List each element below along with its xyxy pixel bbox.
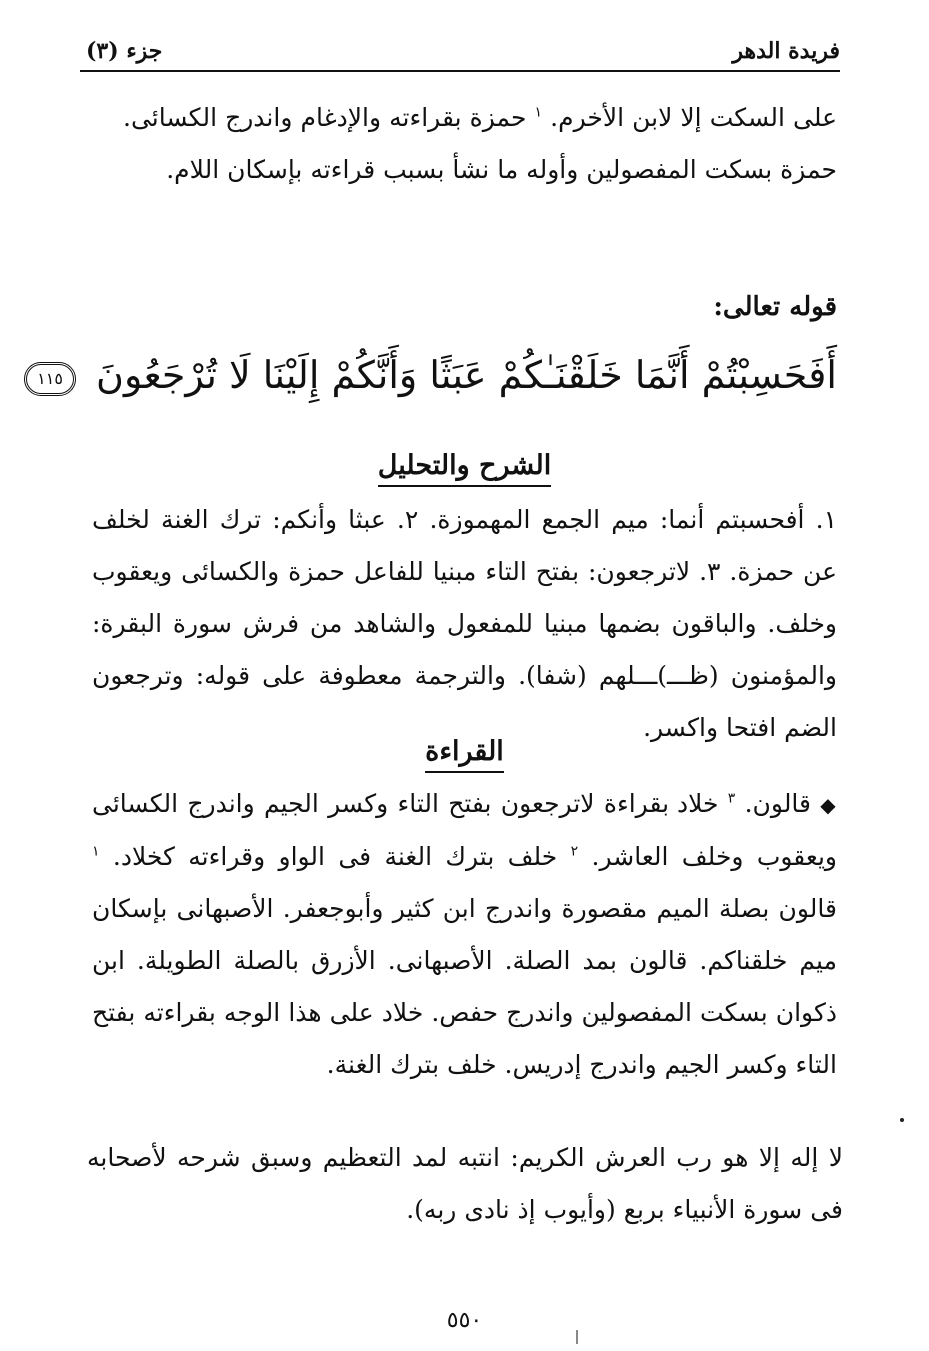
qiraa-paragraph [92, 778, 837, 1091]
ayah-number-marker: ١١٥ [24, 362, 76, 396]
verse-text: أَفَحَسِبْتُمْ أَنَّمَا خَلَقْنَـٰكُمْ عَبَثًا وَأَنَّكُمْ إِلَيْنَا لَا تُرْجَعُونَ [96, 353, 837, 397]
intro-text-2: حمزة بقراءته والإدغام واندرج الكسائى. حمزة بسكت المفصولين وأوله ما نشأ بسبب قراءته بإسكان اللام. [123, 103, 837, 184]
footnote-marker: ١ [534, 104, 543, 121]
closing-note [87, 1132, 843, 1236]
footnote-marker: ٢ [570, 843, 579, 860]
qiraa-text-1: قالون. [744, 789, 811, 818]
qiraa-heading [0, 736, 929, 767]
qiraa-title: القراءة [425, 736, 504, 773]
volume-number: جزء (٣) [86, 38, 163, 64]
sharh-heading [0, 450, 929, 481]
qiraa-text-2: خلاد بقراءة لاترجعون بفتح التاء وكسر الجيم واندرج الكسائى ويعقوب وخلف العاشر. [92, 789, 838, 871]
running-header [80, 36, 840, 72]
closing-note-text: لا إله إلا هو رب العرش الكريم: انتبه لمد التعظيم وسبق شرحه لأصحابه فى سورة الأنبياء بربع (وأيوب إذ نادى ربه). [87, 1143, 843, 1224]
intro-paragraph [123, 92, 837, 196]
qiraa-text-4: قالون بصلة الميم مقصورة واندرج ابن كثير وأبوجعفر. الأصبهانى بإسكان ميم خلقناكم. قالون بمد الصلة. الأصبهانى. الأزرق بالصلة الطويلة. ابن ذكوان بسكت المفصولين واندرج حفص. خلاد على هذا الوجه بقراءته بفتح التاء وكسر الجيم واندرج إدريس. خلف بترك الغنة. [92, 894, 837, 1079]
book-title: فريدة الدهر [732, 38, 840, 64]
scan-speck [900, 1118, 904, 1122]
quran-verse [37, 345, 837, 405]
scan-mark [576, 1330, 578, 1344]
qiraa-text-3: خلف بترك الغنة فى الواو وقراءته كخلاد. [112, 842, 558, 871]
sharh-text: ١. أفحسبتم أنما: ميم الجمع المهموزة. ٢. عبثا وأنكم: ترك الغنة لخلف عن حمزة. ٣. لاترجعون: بفتح التاء مبنيا للفاعل حمزة والكسائى ويعقوب وخلف. والباقون بضمها مبنيا للمفعول والشاهد من فرش سورة البقرة: والمؤمنون (ظـــ)ـــلهم (شفا). والترجمة معطوفة على قوله: وترجعون الضم افتحا واكسر. [92, 505, 837, 742]
intro-text-1: على السكت إلا لابن الأخرم. [550, 103, 838, 132]
footnote-marker: ١ [92, 843, 100, 860]
sharh-paragraph [92, 494, 837, 754]
page-number: ٥٥٠ [446, 1308, 483, 1333]
sharh-title: الشرح والتحليل [378, 450, 551, 487]
footnote-marker: ٣ [727, 790, 736, 807]
verse-label: قوله تعالى: [713, 292, 837, 322]
diamond-bullet-icon: ◆ [820, 793, 837, 817]
